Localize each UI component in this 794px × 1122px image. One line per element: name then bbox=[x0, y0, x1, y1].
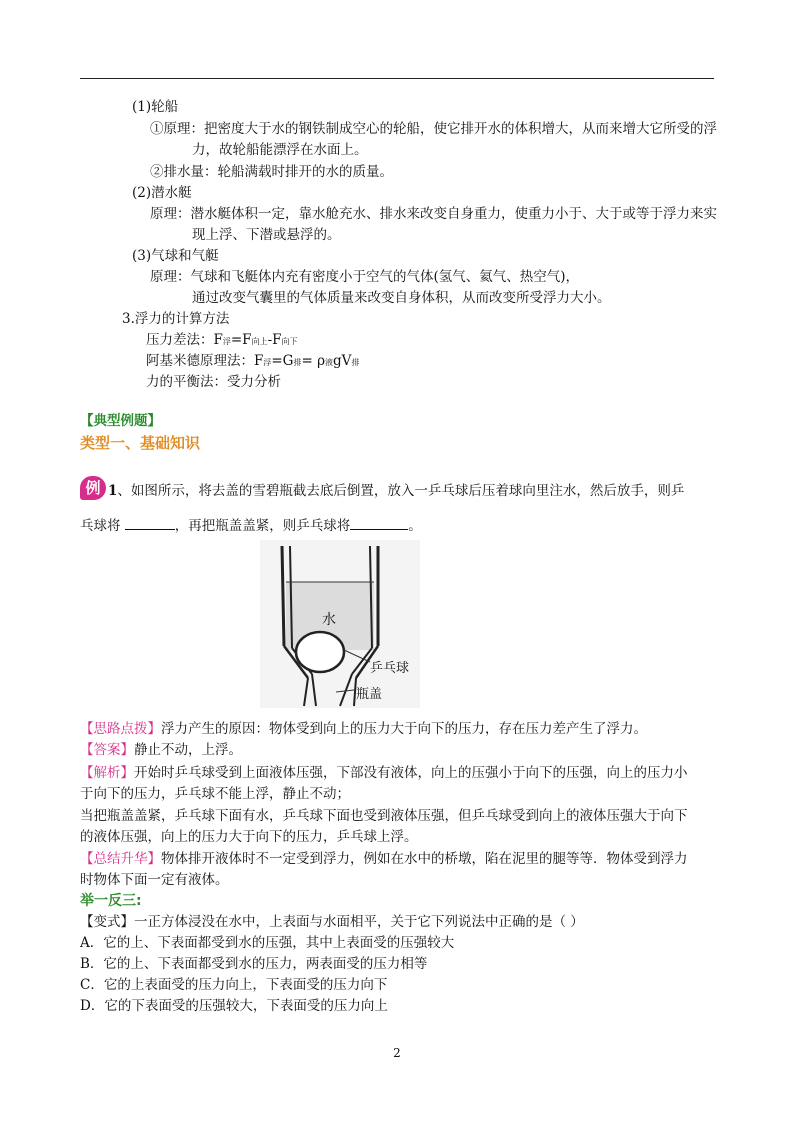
option-a[interactable]: A．它的上、下表面都受到水的压强，其中上表面受的压强较大 bbox=[80, 935, 455, 951]
explanation-line3: 当把瓶盖盖紧，乒乓球下面有水，乒乓球下面也受到液体压强，但乒乓球受到向上的液体压强大于向下 bbox=[80, 808, 688, 824]
ship-principle-line2: 力，故轮船能漂浮在水面上。 bbox=[192, 142, 368, 158]
pressure-difference-method: 压力差法：F浮=F向上-F向下 bbox=[146, 332, 298, 348]
explanation-line4: 的液体压强，向上的压力大于向下的压力，乒乓球上浮。 bbox=[80, 829, 418, 845]
summary-line2: 时物体下面一定有液体。 bbox=[80, 872, 229, 888]
practice-question: 【变式】一正方体浸没在水中，上表面与水面相平，关于它下列说法中正确的是（ ） bbox=[80, 914, 584, 930]
ship-title: (1)轮船 bbox=[132, 99, 179, 115]
option-b[interactable]: B．它的上、下表面都受到水的压力，两表面受的压力相等 bbox=[80, 956, 428, 972]
ship-principle-line1: ①原理：把密度大于水的钢铁制成空心的轮船，使它排开水的体积增大，从而来增大它所受的浮 bbox=[150, 121, 717, 137]
summary-line1: 【总结升华】物体排开液体时不一定受到浮力，例如在水中的桥墩，陷在泥里的腿等等．物体受到浮力 bbox=[80, 851, 688, 867]
examples-heading: 【典型例题】 bbox=[80, 413, 161, 429]
submarine-principle-line1: 原理：潜水艇体积一定，靠水舱充水、排水来改变自身重力，使重力小于、大于或等于浮力来实 bbox=[150, 206, 717, 222]
explanation-line2: 于向下的压力，乒乓球不能上浮，静止不动； bbox=[80, 786, 350, 802]
balloon-principle-line2: 通过改变气囊里的气体质量来改变自身体积，从而改变所受浮力大小。 bbox=[192, 290, 611, 306]
submarine-principle-line2: 现上浮、下潜或悬浮的。 bbox=[192, 227, 341, 243]
option-c[interactable]: C．它的上表面受的压力向上，下表面受的压力向下 bbox=[80, 977, 388, 993]
explanation-line1: 【解析】开始时乒乓球受到上面液体压强，下部没有液体，向上的压强小于向下的压强，向上的压力小 bbox=[80, 765, 688, 781]
example1-question-line2: 乓球将 ，再把瓶盖盖紧，则乒乓球将 。 bbox=[80, 515, 422, 536]
ship-displacement: ②排水量：轮船满载时排开的水的质量。 bbox=[150, 164, 393, 180]
header-rule bbox=[80, 78, 714, 79]
figure-label-ball: 乒乓球 bbox=[370, 660, 410, 675]
example-badge: 例 bbox=[80, 476, 106, 500]
type1-heading: 类型一、基础知识 bbox=[80, 434, 201, 452]
option-d[interactable]: D．它的下表面受的压强较大，下表面受的压力向上 bbox=[80, 998, 388, 1014]
page-number: 2 bbox=[393, 1046, 401, 1060]
submarine-title: (2)潜水艇 bbox=[132, 185, 192, 201]
balloon-title: (3)气球和气艇 bbox=[132, 248, 219, 264]
answer-blank-2[interactable] bbox=[350, 515, 408, 530]
calc-title: 3.浮力的计算方法 bbox=[122, 311, 230, 327]
example1-question-line1: 1、如图所示，将去盖的雪碧瓶截去底后倒置，放入一乒乓球后压着球向里注水，然后放手，则乒 bbox=[108, 483, 685, 499]
figure-label-water: 水 bbox=[322, 613, 336, 628]
figure-label-cap: 瓶盖 bbox=[356, 686, 383, 701]
practice-heading: 举一反三: bbox=[80, 893, 142, 909]
answer-blank-1[interactable] bbox=[125, 515, 175, 530]
balloon-principle-line1: 原理：气球和飞艇体内充有密度小于空气的气体(氢气、氦气、热空气)， bbox=[150, 269, 580, 285]
archimedes-method: 阿基米德原理法：F浮=G排= ρ液gV排 bbox=[146, 353, 360, 369]
hint-line: 【思路点拨】浮力产生的原因：物体受到向上的压力大于向下的压力，存在压力差产生了浮力。 bbox=[80, 721, 647, 737]
force-balance-method: 力的平衡法：受力分析 bbox=[146, 374, 281, 390]
answer-line: 【答案】静止不动，上浮。 bbox=[80, 742, 242, 758]
bottle-figure bbox=[260, 540, 420, 708]
